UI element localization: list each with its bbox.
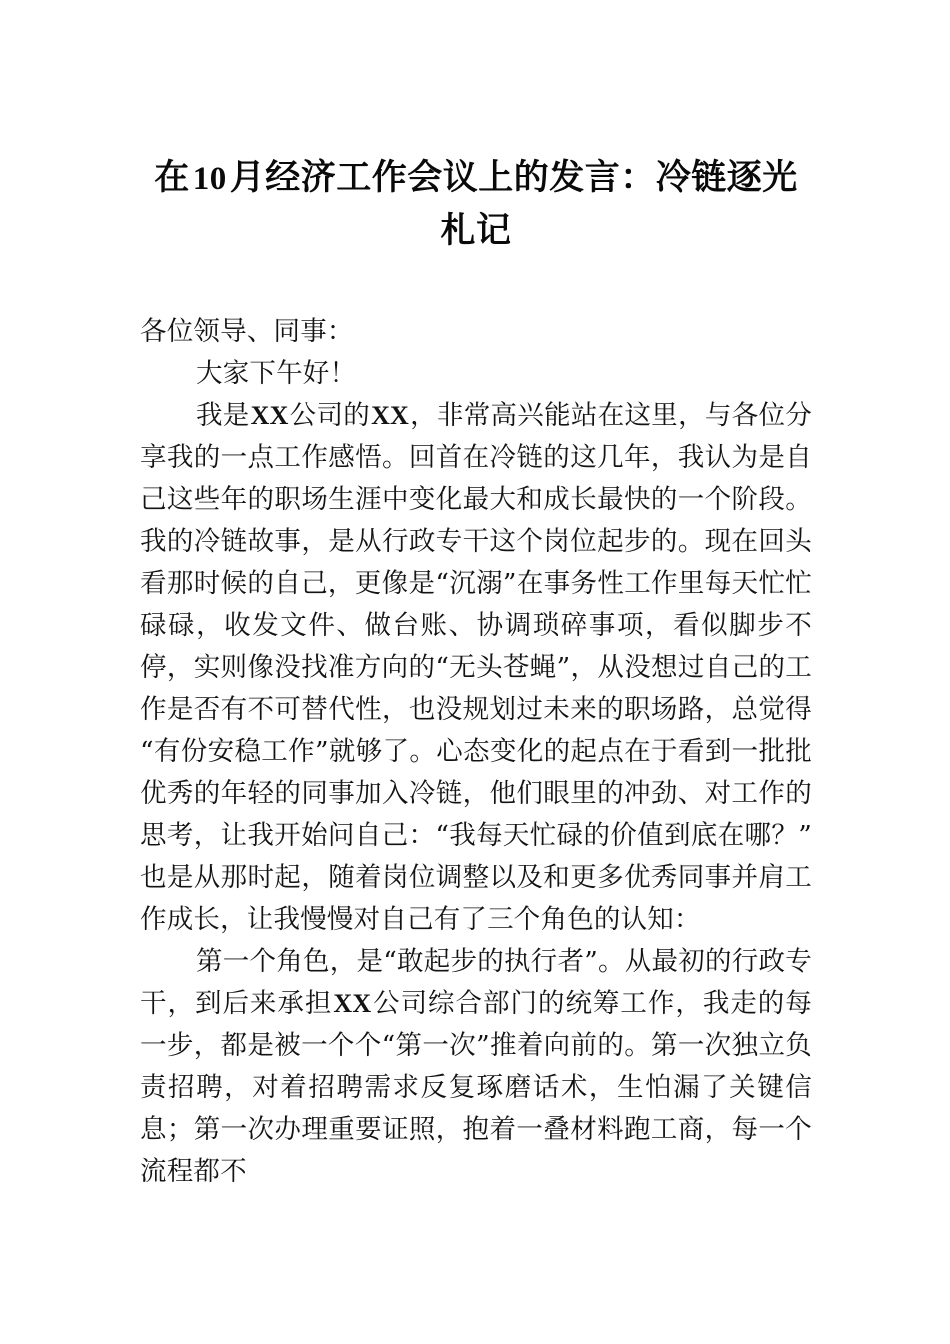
- para-seg-latin: XX: [333, 989, 372, 1018]
- para-seg: ，非常高兴能站在这里，与各位分享我的一点工作感悟。回首在冷链的这几年，我认为是自己这些年的职场生涯中变化最大和成长最快的一个阶段。我的冷链故事，是从行政专干这个岗位起步的。现在回头看那时候的自己，更像是“沉溺”在事务性工作里每天忙忙碌碌，收发文件、做台账、协调琐碎事项，看似脚步不停，实则像没找准方向的“无头苍蝇”，从没想过自己的工作是否有不可替代性，也没规划过未来的职场路，总觉得“有份安稳工作”就够了。心态变化的起点在于看到一批批优秀的年轻的同事加入冷链，他们眼里的冲劲、对工作的思考，让我开始问自己：“我每天忙碌的价值到底在哪？”也是从那时起，随着岗位调整以及和更多优秀同事并肩工作成长，让我慢慢对自己有了三个角色的认知：: [140, 400, 812, 935]
- title-number: 10: [192, 161, 227, 197]
- para-seg: 公司综合部门的统筹工作，我走的每一步，都是被一个个“第一次”推着向前的。第一次独立负责招聘，对着招聘需求反复琢磨话术，生怕漏了关键信息；第一次办理重要证照，抱着一叠材料跑工商，每一个流程都不: [140, 988, 812, 1187]
- salutation-line: 各位领导、同事：: [140, 316, 354, 347]
- page-bottom-clip: [0, 1232, 950, 1344]
- para-seg-latin: XX: [371, 401, 410, 430]
- para-seg-latin: XX: [250, 401, 289, 430]
- page-title: [140, 0, 812, 257]
- greeting-line: 大家下午好！: [196, 358, 357, 389]
- paragraph-role-one: [140, 941, 812, 1193]
- para-seg: 我是: [196, 400, 250, 431]
- paragraph-intro: [140, 395, 812, 941]
- document-body: [140, 311, 812, 1193]
- title-text-before-number: 在: [154, 157, 190, 198]
- page-content-column: [140, 0, 812, 1193]
- para-seg: 公司的: [289, 400, 371, 431]
- para-seg: 第一个角色，是“敢起步的执行者”。从最初的行政专干，到后来承担: [140, 946, 812, 1019]
- title-text-after-number: 月经济工作会议上的发言：冷链逐光札记: [229, 157, 798, 251]
